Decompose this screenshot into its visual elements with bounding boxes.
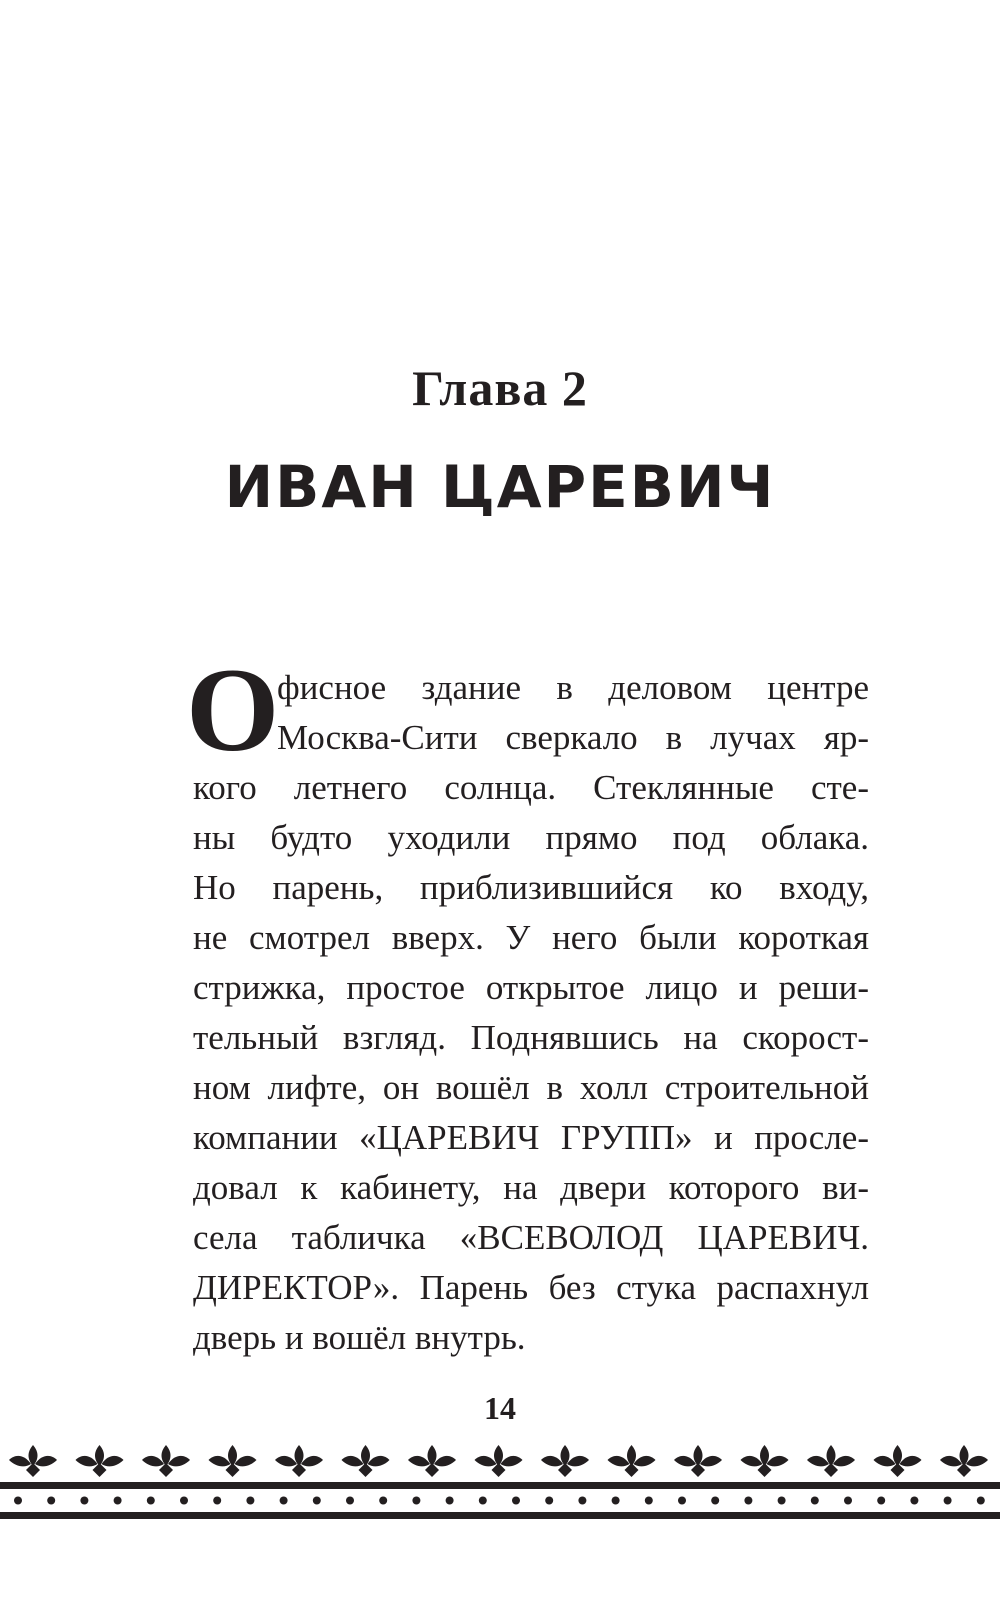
- text-line: ны будто уходили прямо под облака.: [193, 818, 869, 857]
- dot-motif-icon: [811, 1497, 819, 1505]
- chapter-title: ИВАН ЦАРЕВИЧ: [224, 453, 776, 521]
- text-line: фисное здание в деловом центре: [277, 668, 869, 707]
- page-number: 14: [484, 1390, 516, 1426]
- text-line: кого летнего солнца. Стеклянные сте-: [193, 768, 869, 807]
- dot-motif-icon: [14, 1497, 22, 1505]
- dot-motif-icon: [379, 1497, 387, 1505]
- dot-motif-icon: [778, 1497, 786, 1505]
- dot-motif-icon: [47, 1497, 55, 1505]
- text-line: стрижка, простое открытое лицо и реши-: [193, 968, 869, 1007]
- leaf-motif-icon: [275, 1445, 323, 1477]
- text-line: Москва-Сити сверкало в лучах яр-: [277, 718, 869, 757]
- dot-motif-icon: [114, 1497, 122, 1505]
- dot-motif-icon: [246, 1497, 254, 1505]
- dot-motif-icon: [844, 1497, 852, 1505]
- dot-motif-icon: [446, 1497, 454, 1505]
- dot-motif-icon: [578, 1497, 586, 1505]
- dot-motif-icon: [612, 1497, 620, 1505]
- leaf-motif-icon: [807, 1445, 855, 1477]
- text-line: компании «ЦАРЕВИЧ ГРУПП» и просле-: [193, 1118, 869, 1157]
- text-line: села табличка «ВСЕВОЛОД ЦАРЕВИЧ.: [193, 1218, 869, 1257]
- text-line: дверь и вошёл внутрь.: [193, 1318, 526, 1357]
- dot-motif-icon: [412, 1497, 420, 1505]
- dot-motif-icon: [877, 1497, 885, 1505]
- dot-motif-icon: [313, 1497, 321, 1505]
- text-line: Но парень, приблизившийся ко входу,: [193, 868, 869, 907]
- text-line: довал к кабинету, на двери которого ви-: [193, 1168, 869, 1207]
- leaf-motif-icon: [342, 1445, 390, 1477]
- dot-motif-icon: [346, 1497, 354, 1505]
- leaf-motif-icon: [674, 1445, 722, 1477]
- leaf-motif-icon: [9, 1445, 57, 1477]
- leaf-motif-icon: [874, 1445, 922, 1477]
- dot-motif-icon: [678, 1497, 686, 1505]
- text-line: тельный взгляд. Поднявшись на скорост-: [193, 1018, 869, 1057]
- dot-motif-icon: [512, 1497, 520, 1505]
- dot-motif-icon: [545, 1497, 553, 1505]
- body-paragraph: [193, 663, 869, 1363]
- leaf-border-icon: [0, 1440, 1000, 1616]
- leaf-motif-icon: [475, 1445, 523, 1477]
- leaf-motif-icon: [940, 1445, 988, 1477]
- leaf-motif-icon: [76, 1445, 124, 1477]
- leaf-motif-icon: [608, 1445, 656, 1477]
- dot-motif-icon: [744, 1497, 752, 1505]
- dot-motif-icon: [479, 1497, 487, 1505]
- dot-motif-icon: [645, 1497, 653, 1505]
- dot-motif-icon: [977, 1497, 985, 1505]
- leaf-motif-icon: [142, 1445, 190, 1477]
- dot-motif-icon: [944, 1497, 952, 1505]
- text-line: ном лифте, он вошёл в холл строительной: [193, 1068, 869, 1107]
- dot-motif-icon: [711, 1497, 719, 1505]
- text-line: ДИРЕКТОР». Парень без стука распахнул: [193, 1268, 869, 1307]
- dot-motif-icon: [80, 1497, 88, 1505]
- leaf-motif-icon: [408, 1445, 456, 1477]
- dot-motif-icon: [213, 1497, 221, 1505]
- dot-motif-icon: [180, 1497, 188, 1505]
- leaf-motif-icon: [541, 1445, 589, 1477]
- leaf-motif-icon: [209, 1445, 257, 1477]
- leaf-motif-icon: [741, 1445, 789, 1477]
- dot-motif-icon: [910, 1497, 918, 1505]
- text-line: не смотрел вверх. У него были короткая: [193, 918, 869, 957]
- drop-cap: О: [186, 643, 280, 776]
- dot-motif-icon: [280, 1497, 288, 1505]
- chapter-label: Глава 2: [412, 360, 588, 416]
- dot-motif-icon: [147, 1497, 155, 1505]
